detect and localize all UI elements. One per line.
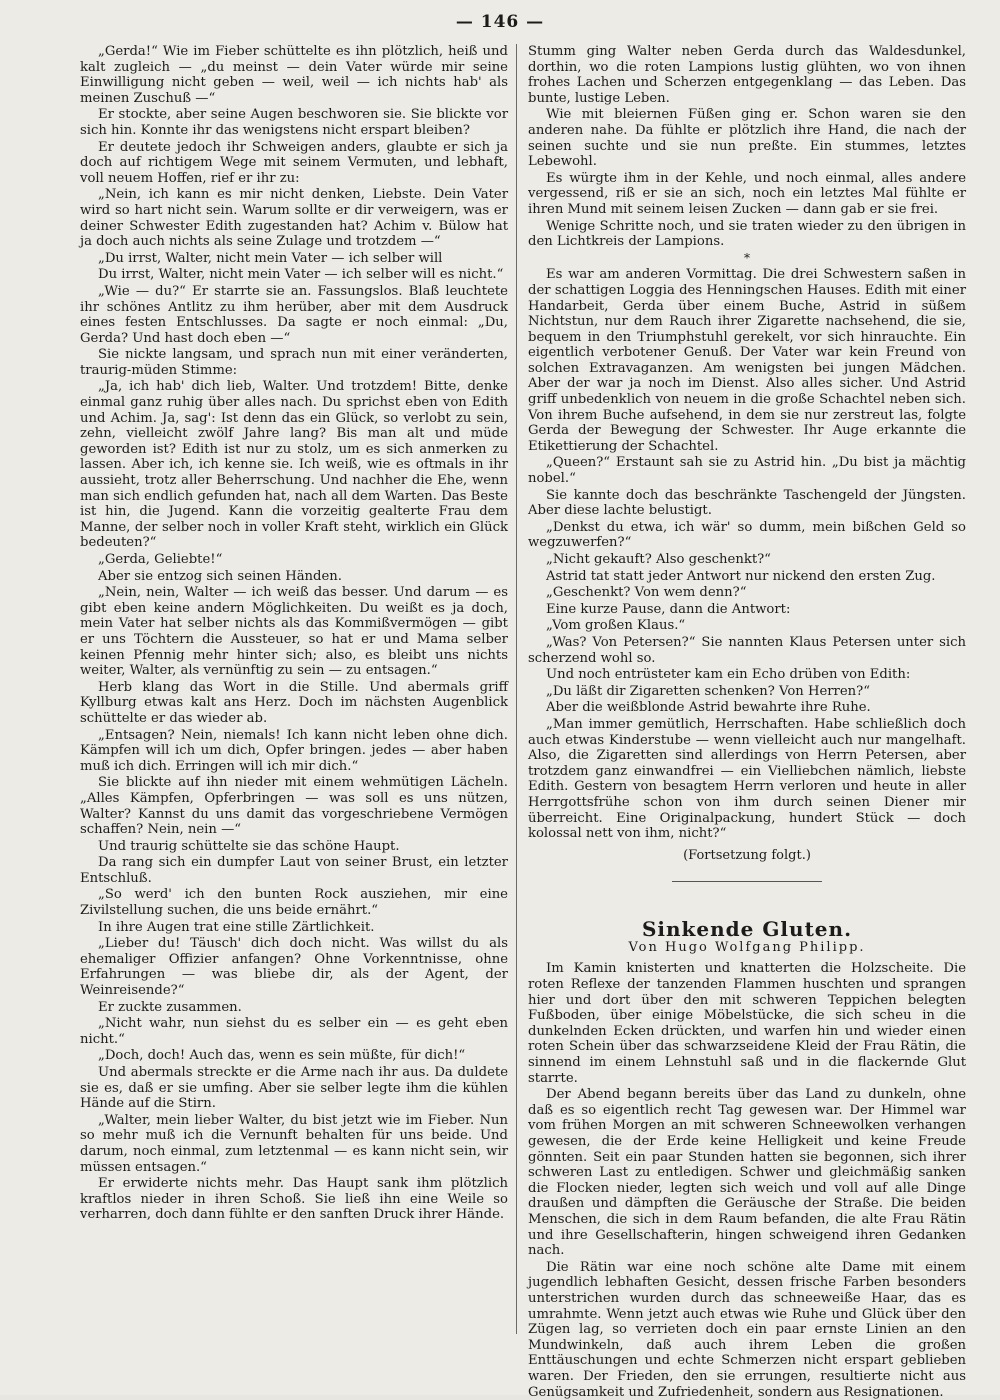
- paragraph: „Denkst du etwa, ich wär' so dumm, mein bißchen Geld so wegzuwerfen?“: [528, 519, 966, 551]
- paragraph: Da rang sich ein dumpfer Laut von seiner Brust, ein letzter Entschluß.: [80, 855, 508, 886]
- page-number: — 146 —: [455, 12, 545, 32]
- paragraph: Wie mit bleiernen Füßen ging er. Schon waren sie den anderen nahe. Da fühlte er plötzlich ihre Hand, die nach der seinen suchte und sie nun preßte. Ein stummes, letztes Lebewohl.: [528, 107, 966, 170]
- paragraph: „Doch, doch! Auch das, wenn es sein müßte, für dich!“: [98, 1048, 466, 1064]
- paragraph: Und traurig schüttelte sie das schöne Haupt.: [98, 838, 400, 854]
- paragraph: „Gerda, Geliebte!“: [98, 552, 223, 567]
- column-divider: [516, 44, 517, 1334]
- paragraph: „Gerda!“ Wie im Fieber schüttelte es ihn plötzlich, heiß und kalt zugleich — „du meinst — dein Vater würde mir seine Einwilligung nicht geben — weil, weil — ich nichts hab' als meinen Zuschuß —“: [80, 44, 508, 106]
- paragraph: Er stockte, aber seine Augen beschworen sie. Sie blickte vor sich hin. Konnte ihr das wenigstens nicht erspart bleiben?: [80, 107, 508, 138]
- paragraph: Du irrst, Walter, nicht mein Vater — ich selber will es nicht.“: [98, 267, 504, 283]
- paragraph: „Entsagen? Nein, niemals! Ich kann nicht leben ohne dich. Kämpfen will ich um dich, Opfer bringen. jedes — aber haben muß ich dich. Erringen will ich mir dich.“: [80, 727, 508, 774]
- paragraph: Es war am anderen Vormittag. Die drei Schwestern saßen in der schattigen Loggia des Henningschen Hauses. Edith mit einer Handarbeit, Gerda über einem Buche, Astrid in süßem Nichtstun, nur dem Rauch ihrer Zigarette nachsehend, die sie, bequem in den Triumphstuhl gerekelt, vor sich hinrauchte. Ein eigentlich verbotener Genuß. Der Vater war kein Freund von solchen Extravaganzen. Am wenigsten bei jungen Mädchen. Aber der war ja noch im Dienst. Also alles sicher. Und Astrid griff unbedenklich von neuem in die große Schachtel neben sich. Von ihrem Buche aufsehend, in dem sie nur zerstreut las, folgte Gerda der Bewegung der Schwester. Ihr Auge erkannte die Etikettierung der Schachtel.: [528, 267, 966, 454]
- paragraph: Und abermals streckte er die Arme nach ihr aus. Da duldete sie es, daß er sie umfing. Aber sie selber legte ihm die kühlen Hände auf die Stirn.: [80, 1065, 508, 1112]
- paragraph: Eine kurze Pause, dann die Antwort:: [546, 601, 791, 617]
- section-separator: *: [744, 250, 750, 265]
- paragraph: Er zuckte zusammen.: [98, 999, 242, 1015]
- paragraph: Und noch entrüsteter kam ein Echo drüben von Edith:: [546, 667, 911, 683]
- left-column: [80, 44, 508, 1314]
- continuation-note: (Fortsetzung folgt.): [683, 847, 811, 863]
- paragraph: „Was? Von Petersen?“ Sie nannten Klaus Petersen unter sich scherzend wohl so.: [528, 634, 966, 666]
- paragraph: „Nicht wahr, nun siehst du es selber ein — es geht eben nicht.“: [80, 1016, 508, 1047]
- paragraph: Stumm ging Walter neben Gerda durch das Waldesdunkel, dorthin, wo die roten Lampions lustig glühten, wo von ihnen frohes Lachen und Scherzen entgegenklang — das Leben. Das bunte, lustige Leben.: [528, 44, 966, 106]
- paragraph: Sie kannte doch das beschränkte Taschengeld der Jüngsten. Aber diese lachte belustigt.: [528, 487, 966, 519]
- paragraph: Aber die weißblonde Astrid bewahrte ihre Ruhe.: [546, 700, 871, 716]
- paragraph: „Nicht gekauft? Also geschenkt?“: [546, 552, 771, 567]
- paragraph: Die Rätin war eine noch schöne alte Dame mit einem jugendlich lebhaften Gesicht, dessen frische Farben besonders unterstrichen wurden durch das schneeweiße Haar, das es umrahmte. Wenn jetzt auch etwas wie Ruhe und Glück über den Zügen lag, so verrieten doch ein paar ernste Linien an den Mundwinkeln, daß auch ihrem Leben die großen Enttäuschungen und echte Schmerzen nicht erspart geblieben waren. Der Frieden, den sie errungen, resultierte nicht aus Genügsamkeit und Zufriedenheit, sondern aus Resignationen.: [528, 1259, 966, 1400]
- paragraph: „Nein, nein, Walter — ich weiß das besser. Und darum — es gibt eben keine andern Möglichkeiten. Du weißt es ja doch, mein Vater hat selber nichts als das Kommißvermögen — gibt er uns Töchtern die Aussteuer, so hat er und Mama selber keinen Pfennig mehr hinter sich; also, es bleibt uns nichts weiter, Walter, als vernünftig zu sein — zu entsagen.“: [80, 585, 508, 679]
- paragraph: In ihre Augen trat eine stille Zärtlichkeit.: [98, 919, 375, 935]
- story-title: Sinkende Gluten.: [641, 917, 853, 942]
- paragraph: „Lieber du! Täusch' dich doch nicht. Was willst du als ehemaliger Offizier anfangen? Ohne Vorkenntnisse, ohne Erfahrungen — was bliebe dir, als der Agent, der Weinreisende?“: [80, 936, 508, 999]
- paragraph: „Ja, ich hab' dich lieb, Walter. Und trotzdem! Bitte, denke einmal ganz ruhig über alles nach. Du sprichst eben von Edith und Achim. Ja, sag': Ist denn das ein Glück, so verlobt zu sein, zehn, vielleicht zwölf Jahre lang? Bis man alt und müde geworden ist? Edith ist nur zu stolz, um es sich anmerken zu lassen. Aber ich, ich kenne sie. Ich weiß, wie es oftmals in ihr aussieht, trotz aller Beherrschung. Und nachher die Ehe, wenn man sich endlich gefunden hat, nach all dem Warten. Das Beste ist hin, die Jugend. Kann die vorzeitig gealterte Frau dem Manne, der selber noch in voller Kraft steht, wirklich ein Glück bedeuten?“: [80, 379, 508, 551]
- paragraph: Aber sie entzog sich seinen Händen.: [98, 568, 342, 584]
- right-column: [528, 44, 966, 1400]
- paragraph: „Nein, ich kann es mir nicht denken, Liebste. Dein Vater wird so hart nicht sein. Warum sollte er dir verweigern, was er deiner Schwester Edith zugestanden hat? Achim v. Bülow hat ja doch auch nichts als seine Zulage und trotzdem —“: [80, 187, 508, 250]
- paragraph: „Vom großen Klaus.“: [546, 618, 686, 634]
- paragraph: Herb klang das Wort in die Stille. Und abermals griff Kyllburg etwas kalt ans Herz. Doch im nächsten Augenblick schüttelte er das wieder ab.: [80, 679, 508, 726]
- paragraph: „Man immer gemütlich, Herrschaften. Habe schließlich doch auch etwas Kinderstube — wenn vielleicht auch nur mangelhaft. Also, die Zigaretten sind allerdings von Herrn Petersen, aber trotzdem ganz einwandfrei — ein Vielliebchen nämlich, liebste Edith. Gestern von besagtem Herrn verloren und heute in aller Herrgottsfrühe schon von ihm durch seinen Diener mir überreicht. Eine Originalpackung, hundert Stück — doch kolossal nett von ihm, nicht?“: [528, 716, 966, 842]
- paragraph: „So werd' ich den bunten Rock ausziehen, mir eine Zivilstellung suchen, die uns beide ernährt.“: [80, 887, 508, 919]
- paragraph: Astrid tat statt jeder Antwort nur nickend den ersten Zug.: [546, 568, 936, 584]
- paragraph: „Wie — du?“ Er starrte sie an. Fassungslos. Blaß leuchtete ihr schönes Antlitz zu ihm herüber, aber mit dem Ausdruck eines festen Entschlusses. Da sagte er noch einmal: „Du, Gerda? Und hast doch eben —“: [80, 283, 508, 346]
- paragraph: Wenige Schritte noch, und sie traten wieder zu den übrigen in den Lichtkreis der Lampions.: [528, 218, 966, 250]
- paragraph: Es würgte ihm in der Kehle, und noch einmal, alles andere vergessend, riß er sie an sich, noch ein letztes Mal fühlte er ihren Mund mit seinem leisen Zucken — dann gab er sie frei.: [528, 170, 966, 217]
- paragraph: „Du irrst, Walter, nicht mein Vater — ich selber will: [98, 250, 443, 266]
- paragraph: Im Kamin knisterten und knatterten die Holzscheite. Die roten Reflexe der tanzenden Flammen huschten und sprangen hier und dort über den mit schweren Teppichen belegten Fußboden, über einige Möbelstücke, die sich scheu in die dunkelnden Ecken drückten, und warfen hin und wieder einen roten Schein über das schwarzseidene Kleid der Frau Rätin, die sinnend im einem Lehnstuhl saß und in die flackernde Glut starrte.: [528, 961, 966, 1086]
- paragraph: „Geschenkt? Von wem denn?“: [546, 585, 747, 601]
- story-byline: Von Hugo Wolfgang Philipp.: [628, 939, 866, 955]
- paragraph: Sie nickte langsam, und sprach nun mit einer veränderten, traurig-müden Stimme:: [80, 347, 508, 378]
- paragraph: Der Abend begann bereits über das Land zu dunkeln, ohne daß es so eigentlich recht Tag gewesen war. Der Himmel war vom frühen Morgen an mit schweren Schneewolken verhangen gewesen, die der Erde keine Helligkeit und keine Freude gönnten. Seit ein paar Stunden hatten sie begonnen, sich ihrer schweren Last zu entledigen. Schwer und gleichmäßig sanken die Flocken nieder, legten sich weich und voll auf alle Dinge draußen und dämpften die Geräusche der Straße. Die beiden Menschen, die sich in dem Raum befanden, die alte Frau Rätin und ihre Gesellschafterin, hingen schweigend ihren Gedanken nach.: [528, 1087, 966, 1259]
- paragraph: Sie blickte auf ihn nieder mit einem wehmütigen Lächeln. „Alles Kämpfen, Opferbringen — was soll es uns nützen, Walter? Kannst du uns damit das vorgeschriebene Vermögen schaffen? Nein, nein —“: [80, 775, 508, 838]
- section-rule: [672, 881, 822, 882]
- paragraph: „Du läßt dir Zigaretten schenken? Von Herren?“: [546, 683, 870, 699]
- paragraph: „Walter, mein lieber Walter, du bist jetzt wie im Fieber. Nun so mehr muß ich die Vernunft behalten für uns beide. Und darum, noch einmal, zum letztenmal — es kann nicht sein, wir müssen entsagen.“: [80, 1112, 508, 1175]
- paragraph: Er erwiderte nichts mehr. Das Haupt sank ihm plötzlich kraftlos nieder in ihren Schoß. Sie ließ ihn eine Weile so verharren, doch dann fühlte er den sanften Druck ihrer Hände.: [80, 1176, 508, 1223]
- paragraph: Er deutete jedoch ihr Schweigen anders, glaubte er sich ja doch auf richtigem Wege mit seinem Vermuten, und lebhaft, voll neuem Hoffen, rief er ihr zu:: [80, 139, 508, 186]
- paragraph: „Queen?“ Erstaunt sah sie zu Astrid hin. „Du bist ja mächtig nobel.“: [528, 455, 966, 487]
